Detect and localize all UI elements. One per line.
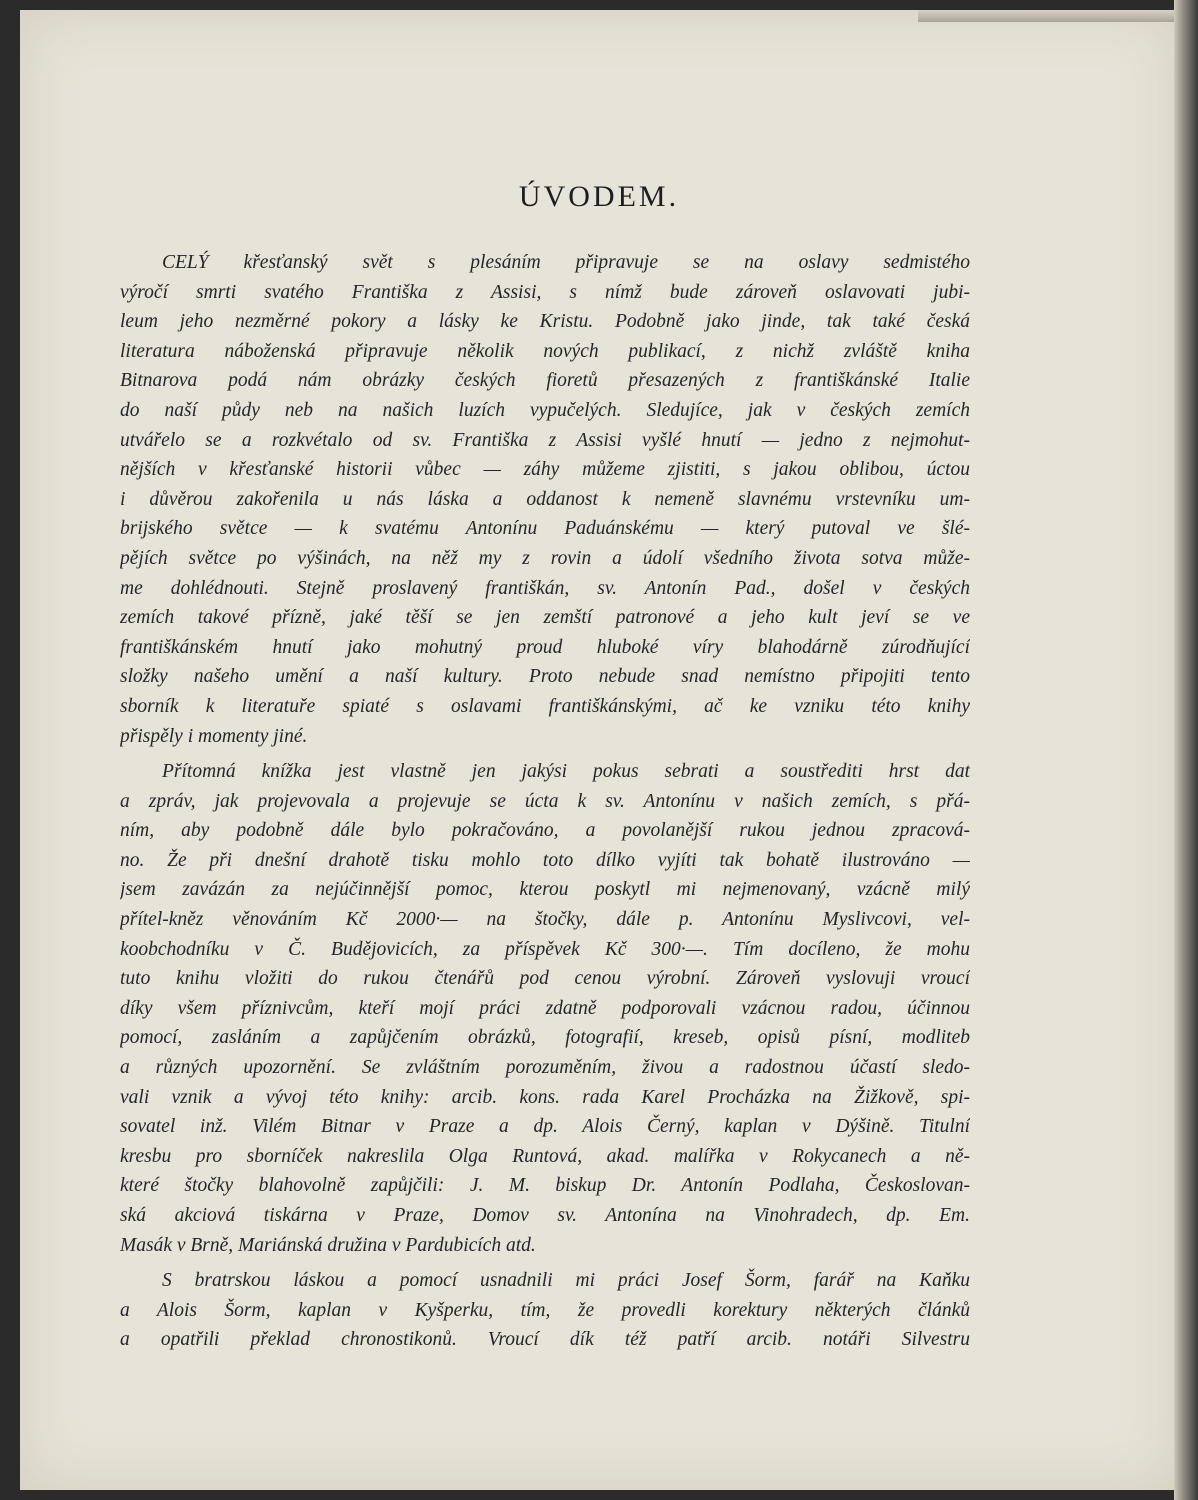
- text-line: me dohlédnouti. Stejně proslavený františkán, sv. Antonín Pad., došel v českých: [120, 577, 970, 599]
- text-line: a různých upozornění. Se zvláštním porozuměním, živou a radostnou účastí sledo-: [120, 1057, 970, 1079]
- text-line: koobchodníku v Č. Budějovicích, za příspěvek Kč 300·—. Tím docíleno, že mohu: [120, 938, 970, 960]
- text-line: přispěly i momenty jiné.: [120, 725, 308, 747]
- body-text: [120, 248, 970, 1355]
- text-line: CELÝ křesťanský svět s plesáním připravuje se na oslavy sedmistého: [162, 252, 970, 273]
- text-line: Přítomná knížka jest vlastně jen jakýsi pokus sebrati a soustřediti hrst dat: [162, 761, 970, 783]
- text-line: ním, aby podobně dále bylo pokračováno, a povolanější rukou jednou zpracová-: [120, 820, 970, 842]
- page-edge-top: [918, 10, 1178, 22]
- text-line: a zpráv, jak projevovala a projevuje se úcta k sv. Antonínu v našich zemích, s přá-: [120, 790, 970, 812]
- text-line: a opatřili překlad chronostikonů. Vroucí dík též patří arcib. notáři Silvestru: [120, 1329, 970, 1351]
- text-line: výročí smrti svatého Františka z Assisi, s nímž bude zároveň oslavovati jubi-: [120, 281, 970, 303]
- book-page: [20, 10, 1178, 1490]
- text-line: františkánském hnutí jako mohutný proud hluboké víry blahodárně zúrodňující: [120, 636, 970, 658]
- text-line: zemích takové přízně, jaké těší se jen zemští patronové a jeho kult jeví se ve: [120, 607, 970, 629]
- text-line: kresbu pro sborníček nakreslila Olga Runtová, akad. malířka v Rokycanech a ně-: [120, 1145, 970, 1167]
- paragraph-2: [120, 757, 970, 1260]
- text-line: nějších v křesťanské historii vůbec — záhy můžeme zjistiti, s jakou oblibou, úctou: [120, 459, 970, 481]
- text-line: vali vznik a vývoj této knihy: arcib. kons. rada Karel Procházka na Žižkově, spi-: [120, 1086, 970, 1108]
- text-line: utvářelo se a rozkvétalo od sv. Františka z Assisi vyšlé hnutí — jedno z nejmohut-: [120, 429, 970, 451]
- text-line: ská akciová tiskárna v Praze, Domov sv. Antonína na Vinohradech, dp. Em.: [120, 1205, 970, 1226]
- text-line: S bratrskou láskou a pomocí usnadnili mi práci Josef Šorm, farář na Kaňku: [162, 1270, 970, 1292]
- text-line: které štočky blahovolně zapůjčili: J. M. biskup Dr. Antonín Podlaha, Českoslovan-: [120, 1175, 970, 1197]
- text-line: i důvěrou zakořenila u nás láska a oddanost k nemeně slavnému vrstevníku um-: [120, 488, 970, 510]
- text-line: Masák v Brně, Mariánská družina v Pardubicích atd.: [120, 1234, 536, 1256]
- text-line: pomocí, zasláním a zapůjčením obrázků, fotografií, kreseb, opisů písní, modliteb: [120, 1027, 970, 1049]
- page-title: ÚVODEM.: [518, 180, 680, 213]
- text-line: leum jeho nezměrné pokory a lásky ke Kristu. Podobně jako jinde, tak také česká: [120, 311, 970, 333]
- text-line: pějích světce po výšinách, na něž my z rovin a údolí všedního života sotva může-: [120, 547, 970, 569]
- text-line: složky našeho umění a naší kultury. Proto nebude snad nemístno připojiti tento: [120, 666, 970, 688]
- text-line: díky všem příznivcům, kteří mojí práci zdatně podporovali vzácnou radou, účinnou: [120, 997, 970, 1019]
- text-line: Bitnarova podá nám obrázky českých fioretů přesazených z františkánské Italie: [120, 370, 970, 392]
- text-line: literatura náboženská připravuje několik nových publikací, z nichž zvláště kniha: [120, 340, 970, 362]
- paragraph-3: [120, 1266, 970, 1355]
- text-line: no. Že při dnešní drahotě tisku mohlo toto dílko vyjíti tak bohatě ilustrováno —: [120, 849, 970, 871]
- text-line: jsem zavázán za nejúčinnější pomoc, kterou poskytl mi nejmenovaný, vzácně milý: [120, 879, 970, 901]
- paragraph-1: [120, 248, 970, 751]
- text-line: brijského světce — k svatému Antonínu Paduánskému — který putoval ve šlé-: [120, 518, 970, 540]
- page-edge-right: [1174, 0, 1198, 1500]
- text-line: sborník k literatuře spiaté s oslavami františkánskými, ač ke vzniku této knihy: [120, 695, 970, 717]
- text-line: tuto knihu vložiti do rukou čtenářů pod cenou výrobní. Zároveň vyslovuji vroucí: [120, 968, 970, 990]
- text-line: do naší půdy neb na našich luzích vypučelých. Sledujíce, jak v českých zemích: [120, 399, 970, 421]
- text-line: přítel-kněz věnováním Kč 2000·— na štočky, dále p. Antonínu Myslivcovi, vel-: [120, 909, 970, 931]
- text-line: a Alois Šorm, kaplan v Kyšperku, tím, že provedli korektury některých článků: [120, 1299, 970, 1321]
- text-line: sovatel inž. Vilém Bitnar v Praze a dp. Alois Černý, kaplan v Dýšině. Titulní: [120, 1116, 970, 1138]
